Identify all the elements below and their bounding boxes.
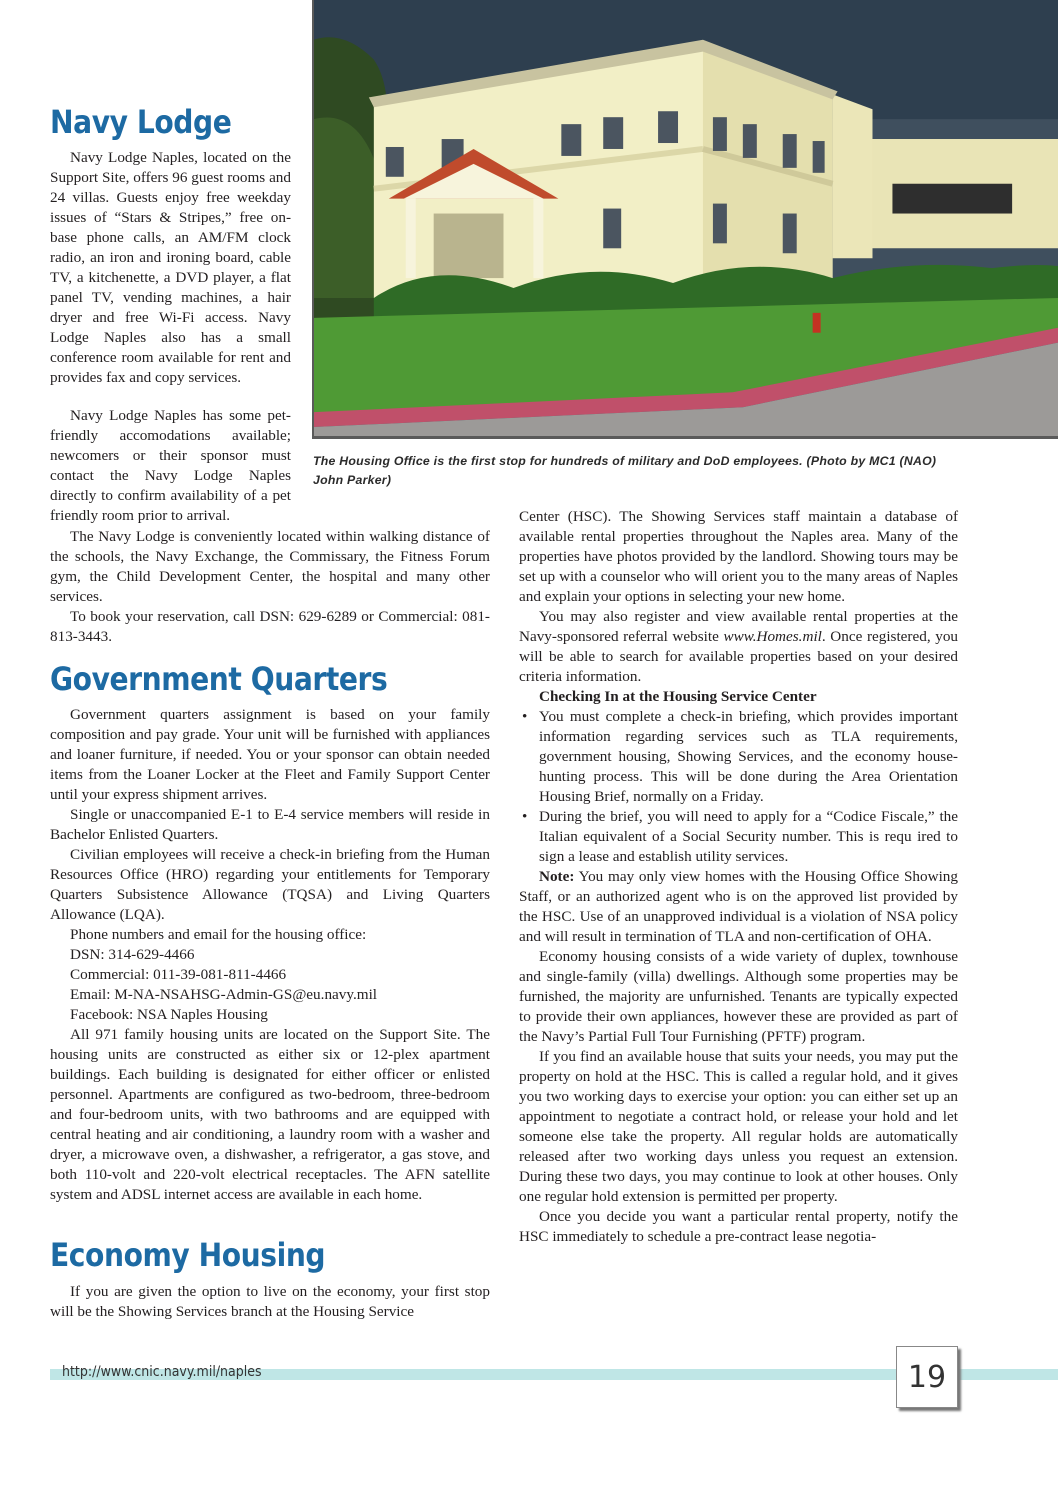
eh-paragraph-notify: Once you decide you want a particular rental property, notify the HSC immediately to schedule a pre-contract lease negotia- xyxy=(519,1208,958,1245)
navy-lodge-paragraph-3: The Navy Lodge is conveniently located within walking distance of the schools, the Navy Exchange, the Commissary, the Fitness Forum gym, the Child Development Center, the hospital and many other services. xyxy=(50,528,490,605)
register-text-after: . Once registered, you will be able to search for available properties based on your desired criteria information. xyxy=(519,628,959,685)
eh-continued-paragraph: Center (HSC). The Showing Services staff maintain a database of available rental properties throughout the Naples area. Many of the properties have photos provided by the landlord. Showing tours may be set up with a counselor who will orient you to the many areas of Naples and explain your options in selecting your new home. xyxy=(519,508,958,605)
contact-email: Email: M-NA-NSAHSG-Admin-GS@eu.navy.mil xyxy=(70,986,378,1003)
building-illustration xyxy=(314,0,1058,436)
homes-mil-link[interactable]: www.Homes.mil xyxy=(723,628,822,645)
checkin-bullet-1: • You must complete a check-in briefing, which provides important information regarding services such as TLA requirements, government housing, Showing Services, and the economy house-hunting process. This will be done during the Area Orientation Housing Brief, normally on a Friday. xyxy=(539,707,958,807)
economy-housing-intro-column xyxy=(50,1282,490,1322)
right-column xyxy=(519,507,958,1247)
heading-navy-lodge: Navy Lodge xyxy=(50,103,232,141)
checkin-bullet-list xyxy=(519,707,958,867)
gq-paragraph-2: Single or unaccompanied E-1 to E-4 service members will reside in Bachelor Enlisted Quarters. xyxy=(50,806,490,843)
footer-url-link[interactable]: http://www.cnic.navy.mil/naples xyxy=(62,1364,262,1380)
note-paragraph xyxy=(519,867,958,947)
contact-commercial: Commercial: 011-39-081-811-4466 xyxy=(70,966,287,983)
navy-lodge-pet-text: Navy Lodge Naples has some pet-friendly accomodations available; newcomers or their sponsor must contact the Navy Lodge Naples directly to confirm availability of a pet friendly room prior to arrival. xyxy=(50,407,291,524)
checkin-bullet-2: • During the brief, you will need to apply for a “Codice Fiscale,” the Italian equivalent of a Social Security number. This is requ ired to sign a lease and establish utility services. xyxy=(539,807,958,867)
navy-lodge-paragraph-4: To book your reservation, call DSN: 629-6289 or Commercial: 081-813-3443. xyxy=(50,608,490,645)
note-label: Note: xyxy=(539,868,575,885)
page-number: 19 xyxy=(907,1359,947,1395)
housing-office-photo xyxy=(312,0,1058,439)
photo-caption: The Housing Office is the first stop for hundreds of military and DoD employees. (Photo by MC1 (NAO) John Parker) xyxy=(313,454,937,487)
left-column-lower xyxy=(50,527,490,647)
gq-paragraph-3: Civilian employees will receive a check-in briefing from the Human Resources Office (HRO) regarding your entitlements for Temporary Quarters Subsistence Allowance (TQSA) and Living Quarters Allowance (LQA). xyxy=(50,846,490,923)
eh-intro-paragraph: If you are given the option to live on the economy, your first stop will be the Showing Services branch at the Housing Service xyxy=(50,1283,490,1320)
eh-register-paragraph xyxy=(519,607,958,687)
page-number-box xyxy=(896,1346,958,1408)
eh-paragraph-hold: If you find an available house that suits your needs, you may put the property on hold at the HSC. This is called a regular hold, and it gives you two working days to exercise your option: you can either set up an appointment to negotiate a contract hold, or release your hold and let someone else take the property. All regular holds are automatically released after two working days unless you request an extension. During these two days, you may continue to look at other houses. Only one regular hold extension is permitted per property. xyxy=(519,1048,958,1205)
gq-paragraph-1: Government quarters assignment is based on your family composition and pay grade. Your unit will be furnished with appliances and loaner furniture, if needed. You or your sponsor can obtain needed items from the Loaner Locker at the Fleet and Family Support Center until your express shipment arrives. xyxy=(50,706,490,803)
heading-economy-housing: Economy Housing xyxy=(50,1236,326,1274)
navy-lodge-paragraph-1: Navy Lodge Naples, located on the Support Site, offers 96 guest rooms and 24 villas. Guests enjoy free weekday issues of “Stars & Stripes,” free on-base phone calls, an AM/FM clock radio, an iron and ironing board, cable TV, a kitchenette, a DVD player, a flat panel TV, vending machines, a hair dryer and free Wi-Fi access. Navy Lodge Naples also has a small conference room available for rent and provides fax and copy services. xyxy=(50,149,291,386)
navy-lodge-paragraph-2 xyxy=(50,406,291,526)
contact-dsn: DSN: 314-629-4466 xyxy=(70,946,195,963)
navy-lodge-intro-column xyxy=(50,148,291,388)
heading-government-quarters: Government Quarters xyxy=(50,660,388,698)
gq-closing-paragraph: All 971 family housing units are located on the Support Site. The housing units are constructed as either six or 12-plex apartment buildings. Each building is designated for either officer or enlisted personnel. Apartments are configured as two-bedroom, three-bedroom and four-bedroom units, with two bathrooms and are equipped with central heating and air conditioning, a laundry room with a washer and dryer, a microwave oven, a dishwasher, a refrigerator, a gas stove, and both 110-volt and 220-volt electrical receptacles. The AFN satellite system and ADSL internet access are available in each home. xyxy=(50,1026,490,1203)
eh-paragraph-dwellings: Economy housing consists of a wide variety of duplex, townhouse and single-family (villa) dwellings. Although some properties may be furnished, the majority are unfurnished. Tenants are typically expected to provide their own appliances, however these are provided as part of the Navy’s Partial Full Tour Furnishing (PFTF) program. xyxy=(519,948,958,1045)
note-text: You may only view homes with the Housing Office Showing Staff, or an authorized agent who is on the approved list provided by the HSC. Use of an unapproved individual is a violation of NSA policy and will result in termination of TLA and non-certification of OHA. xyxy=(519,868,958,945)
government-quarters-column xyxy=(50,705,490,1205)
left-column xyxy=(50,406,490,526)
contact-facebook: Facebook: NSA Naples Housing xyxy=(70,1006,268,1023)
gq-paragraph-4: Phone numbers and email for the housing office: xyxy=(70,926,367,943)
checkin-subheading: Checking In at the Housing Service Center xyxy=(539,688,817,705)
register-text-before: You may also register and view available rental properties at the Navy-sponsored referral website xyxy=(519,608,958,645)
